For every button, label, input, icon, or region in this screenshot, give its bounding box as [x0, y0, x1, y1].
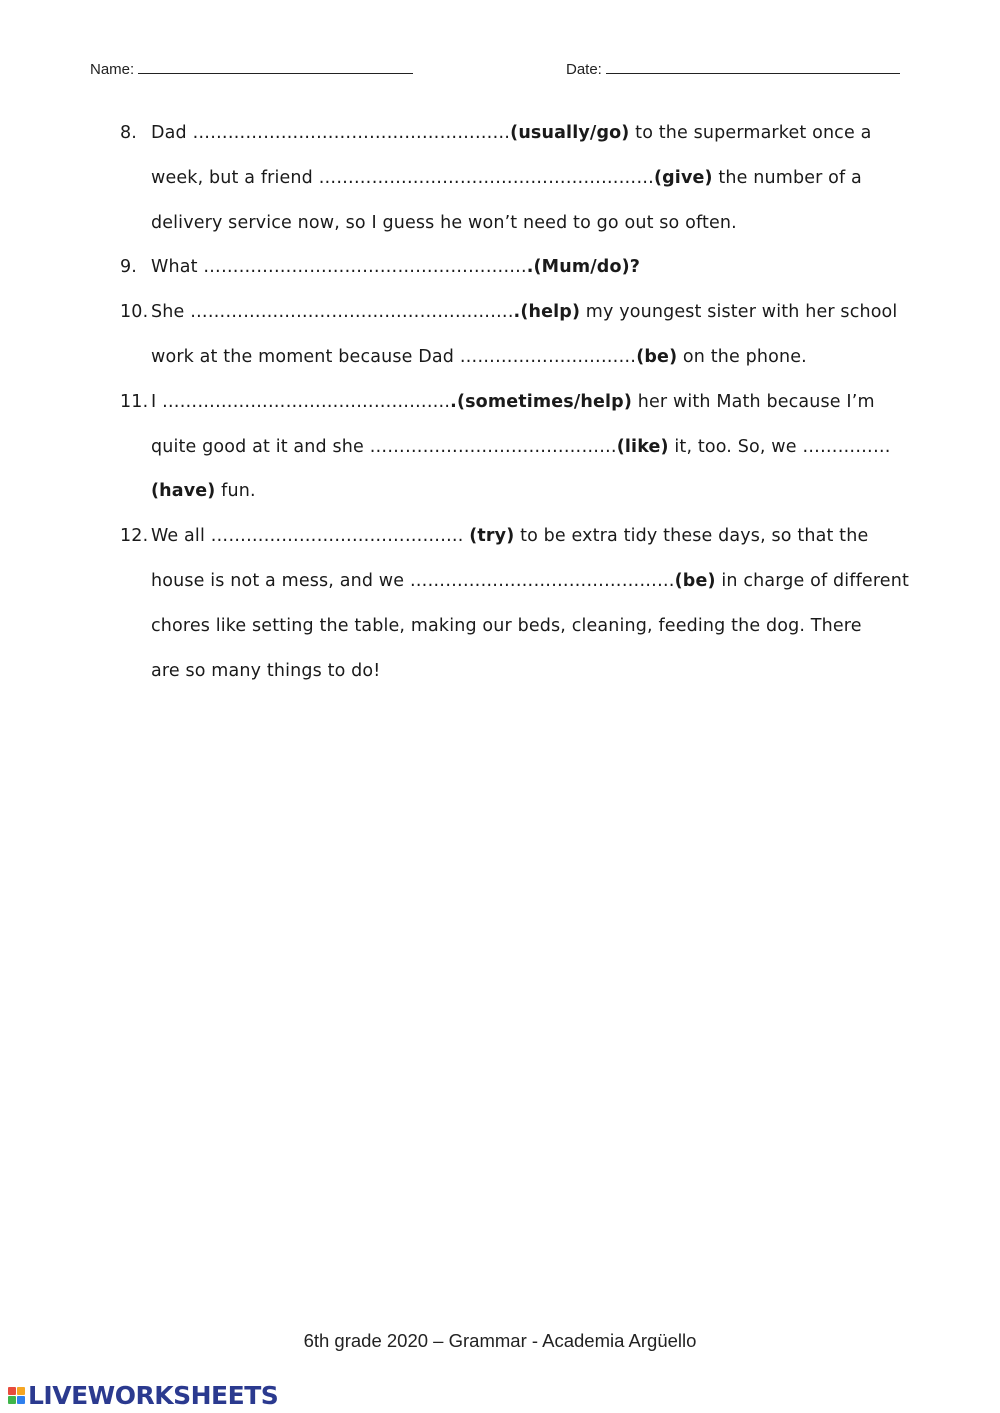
- sentence-text: in charge of different: [715, 570, 909, 591]
- sentence-text: to be extra tidy these days, so that the: [514, 526, 869, 547]
- sentence-text: house is not a mess, and we ………………………………………: [151, 570, 675, 591]
- sentence-text: quite good at it and she ……………………………………: [151, 436, 617, 457]
- exercise-list: [120, 111, 910, 693]
- exercise-number: 12.: [120, 526, 149, 547]
- exercise-item: [120, 380, 910, 514]
- verb-prompt: (be): [674, 570, 716, 591]
- verb-prompt: (have): [151, 481, 216, 502]
- verb-prompt: (try): [469, 526, 515, 547]
- sentence-text: work at the moment because Dad …………………………: [151, 346, 637, 367]
- logo-square: [17, 1387, 25, 1395]
- sentence-text: I ………………………………………….: [151, 391, 451, 412]
- sentence-text: on the phone.: [677, 346, 807, 367]
- logo-square: [17, 1396, 25, 1404]
- sentence-text: fun.: [215, 481, 256, 502]
- sentence-text: What ……………………………………………….: [151, 257, 527, 278]
- name-line[interactable]: [138, 58, 413, 74]
- verb-prompt: (usually/go): [510, 123, 630, 143]
- exercise-line: [151, 245, 910, 290]
- exercise-line: [151, 156, 910, 201]
- liveworksheets-logo: [8, 1380, 278, 1410]
- exercise-number: 9.: [120, 257, 137, 278]
- exercise-item: [120, 111, 910, 245]
- exercise-line: [151, 604, 910, 649]
- date-line[interactable]: [606, 58, 900, 74]
- sentence-text: are so many things to do!: [151, 660, 381, 681]
- sentence-text: to the supermarket once a: [629, 123, 872, 143]
- verb-prompt: .(sometimes/help): [450, 391, 633, 412]
- name-field: [90, 58, 413, 78]
- exercise-number: 11.: [120, 391, 149, 412]
- logo-square: [8, 1396, 16, 1404]
- logo-square: [8, 1387, 16, 1395]
- exercise-line: [151, 335, 910, 380]
- date-label: Date:: [566, 61, 602, 78]
- name-label: Name:: [90, 61, 135, 78]
- verb-prompt: .(Mum/do)?: [526, 257, 641, 278]
- exercise-number: 10.: [120, 302, 149, 323]
- footer-text: 6th grade 2020 – Grammar - Academia Argüello: [303, 1330, 697, 1351]
- sentence-text: it, too. So, we ……………: [668, 436, 891, 457]
- exercise-line: [151, 469, 910, 514]
- sentence-text: her with Math because I’m: [632, 391, 875, 412]
- exercise-line: [151, 514, 910, 559]
- sentence-text: chores like setting the table, making our beds, cleaning, feeding the dog. There: [151, 615, 862, 636]
- header: [90, 58, 910, 82]
- sentence-text: We all …………………………………….: [151, 526, 470, 547]
- exercise-line: [151, 111, 910, 156]
- exercise-line: [151, 290, 910, 335]
- date-field: [566, 58, 900, 78]
- exercise-line: [151, 559, 910, 604]
- verb-prompt: .(help): [513, 302, 581, 323]
- verb-prompt: (like): [616, 436, 669, 457]
- sentence-text: week, but a friend …………………………………………………: [151, 167, 654, 188]
- exercise-line: [151, 425, 910, 470]
- exercise-line: [151, 649, 910, 694]
- sentence-text: She ……………………………………………….: [151, 302, 514, 323]
- logo-icon: [8, 1387, 25, 1404]
- sentence-text: delivery service now, so I guess he won’t need to go out so often.: [151, 212, 737, 233]
- exercise-number: 8.: [120, 123, 137, 143]
- verb-prompt: (give): [653, 167, 713, 188]
- sentence-text: the number of a: [712, 167, 862, 188]
- exercise-item: [120, 514, 910, 693]
- sentence-text: Dad ………………………………………………: [151, 123, 511, 143]
- exercise-item: [120, 245, 910, 290]
- exercise-item: [120, 290, 910, 380]
- exercise-line: [151, 380, 910, 425]
- brand-text: LIVEWORKSHEETS: [28, 1380, 279, 1410]
- exercise-line: [151, 201, 910, 246]
- verb-prompt: (be): [636, 346, 678, 367]
- sentence-text: my youngest sister with her school: [580, 302, 898, 323]
